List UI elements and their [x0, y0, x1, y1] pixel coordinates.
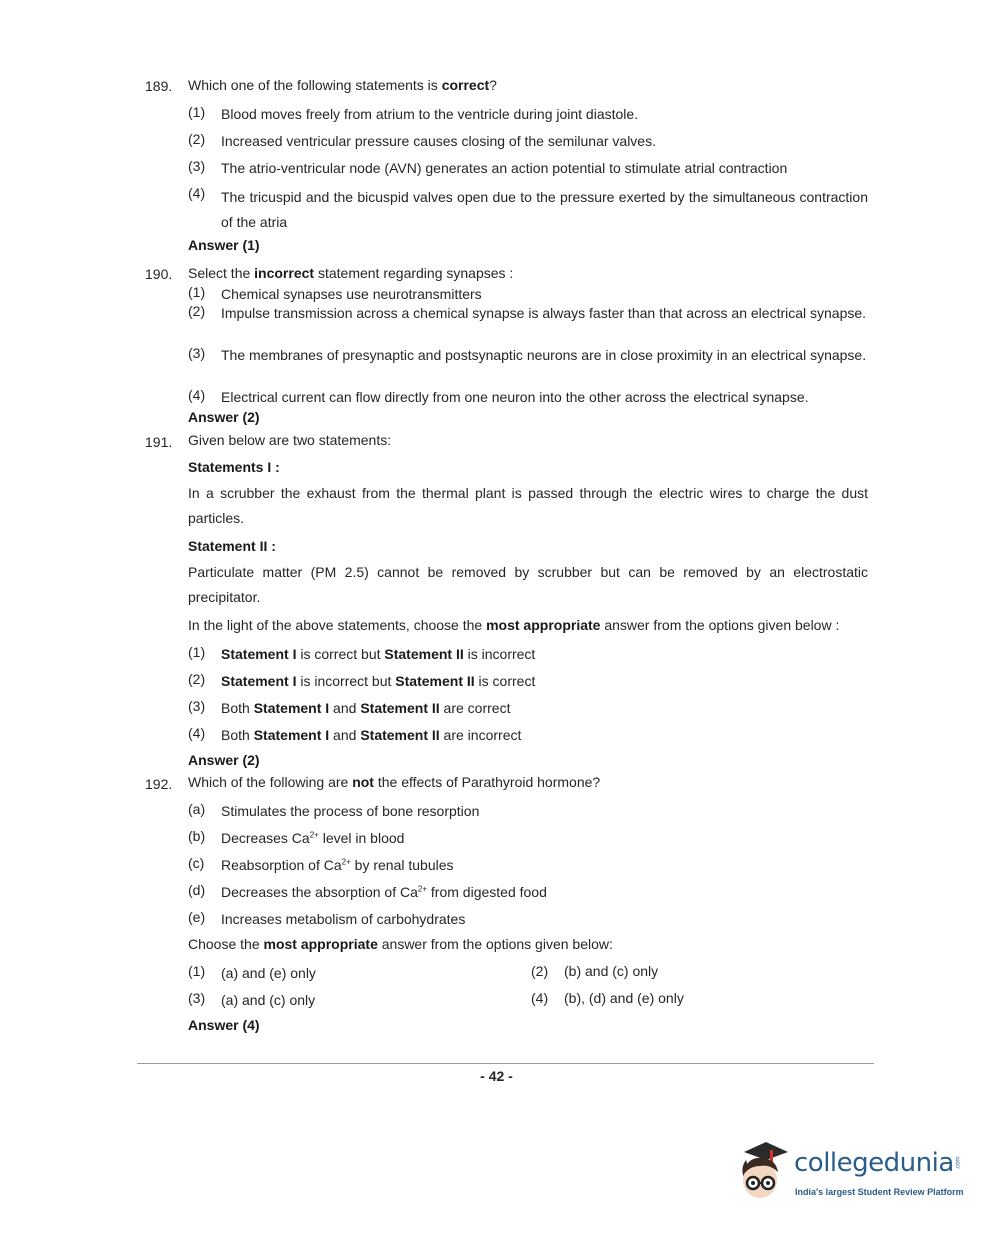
option-label: (3) [188, 158, 206, 174]
item-text: Increases metabolism of carbohydrates [221, 911, 466, 927]
question-stem: Given below are two statements: [188, 432, 392, 448]
statement-text: In a scrubber the exhaust from the thermal plant is passed through the electric wires to charge the dust particles. [188, 485, 868, 526]
answer: Answer (2) [188, 752, 260, 768]
option-label: (2) [531, 963, 549, 979]
answer: Answer (1) [188, 237, 260, 253]
instr-text: answer from the options given below : [600, 617, 840, 633]
item-label: (b) [188, 828, 206, 844]
stem-emphasis: not [352, 774, 374, 790]
statement-text: Particulate matter (PM 2.5) cannot be removed by scrubber but can be removed by an electrostatic precipitator. [188, 564, 868, 605]
statement-heading: Statements I : [188, 459, 280, 475]
item-text: Decreases the absorption of $Ca^{2+}$ from digested food [221, 884, 547, 900]
item-label: (d) [188, 882, 206, 898]
stem-emphasis: incorrect [254, 265, 315, 281]
brand-name: collegedunia [794, 1148, 954, 1178]
mascot-icon [742, 1142, 788, 1198]
option-label: (2) [188, 671, 206, 687]
instr-text: Choose the [188, 936, 264, 952]
option-label: (4) [188, 725, 206, 741]
stem-emphasis: correct [441, 77, 490, 93]
question-stem [188, 77, 497, 93]
question-number: 191. [145, 434, 173, 450]
option-label: (3) [188, 698, 206, 714]
option-label: (4) [188, 185, 206, 201]
instruction [188, 617, 839, 633]
option-text: (a) and (c) only [221, 992, 316, 1008]
option-text: Statement I is incorrect but Statement II is correct [221, 673, 536, 689]
footer-divider [137, 1063, 874, 1064]
stem-text: the effects of Parathyroid hormone? [373, 774, 601, 790]
page-number: - 42 - [480, 1068, 513, 1084]
option-text: The atrio-ventricular node (AVN) generates an action potential to stimulate atrial contraction [221, 160, 788, 176]
item-label: (c) [188, 855, 205, 871]
question-number: 190. [145, 266, 173, 282]
option-label: (2) [188, 303, 206, 319]
option-label: (1) [188, 963, 206, 979]
stem-text: Select the [188, 265, 255, 281]
option-label: (3) [188, 345, 206, 361]
option-label: (2) [188, 131, 206, 147]
option-text: The membranes of presynaptic and postsynaptic neurons are in close proximity in an electrical synapse. [221, 347, 867, 363]
option-label: (1) [188, 644, 206, 660]
item-label: (a) [188, 801, 206, 817]
item-text: Decreases $Ca^{2+}$ level in blood [221, 830, 405, 846]
stem-text: statement regarding synapses : [314, 265, 514, 281]
option-label: (4) [531, 990, 549, 1006]
option-label: (1) [188, 284, 206, 300]
brand-tagline: India's largest Student Review Platform [795, 1187, 964, 1197]
stem-text: Which of the following are [188, 774, 353, 790]
instruction [188, 936, 613, 952]
option-text: The tricuspid and the bicuspid valves open due to the pressure exerted by the simultaneous contraction of the atria [221, 189, 868, 230]
statement-heading: Statement II : [188, 538, 276, 554]
instr-emphasis: most appropriate [486, 617, 601, 633]
stem-text: ? [489, 77, 497, 93]
instr-emphasis: most appropriate [263, 936, 378, 952]
item-text: Reabsorption of $Ca^{2+}$ by renal tubules [221, 857, 454, 873]
question-number: 189. [145, 78, 173, 94]
answer: Answer (2) [188, 409, 260, 425]
option-label: (4) [188, 387, 206, 403]
option-text: Impulse transmission across a chemical synapse is always faster than that across an electrical synapse. [221, 305, 867, 321]
brand-com: .com [955, 1156, 962, 1170]
option-label: (1) [188, 104, 206, 120]
option-text: Chemical synapses use neurotransmitters [221, 286, 482, 302]
answer: Answer (4) [188, 1017, 260, 1033]
option-label: (3) [188, 990, 206, 1006]
option-text: Blood moves freely from atrium to the ventricle during joint diastole. [221, 106, 639, 122]
option-text: Electrical current can flow directly from one neuron into the other across the electrical synapse. [221, 389, 809, 405]
option-text: Increased ventricular pressure causes closing of the semilunar valves. [221, 133, 656, 149]
item-text: Stimulates the process of bone resorption [221, 803, 480, 819]
instr-text: answer from the options given below: [377, 936, 613, 952]
option-text: Both Statement I and Statement II are incorrect [221, 727, 522, 743]
question-number: 192. [145, 776, 173, 792]
question-stem [188, 774, 600, 790]
option-text: (b) and (c) only [564, 963, 659, 979]
question-stem [188, 265, 513, 281]
option-text: (b), (d) and (e) only [564, 990, 684, 1006]
option-text: Both Statement I and Statement II are correct [221, 700, 511, 716]
stem-text: Which one of the following statements is [188, 77, 442, 93]
item-label: (e) [188, 909, 206, 925]
instr-text: In the light of the above statements, choose the [188, 617, 487, 633]
option-text: Statement I is correct but Statement II is incorrect [221, 646, 536, 662]
option-text: (a) and (e) only [221, 965, 316, 981]
